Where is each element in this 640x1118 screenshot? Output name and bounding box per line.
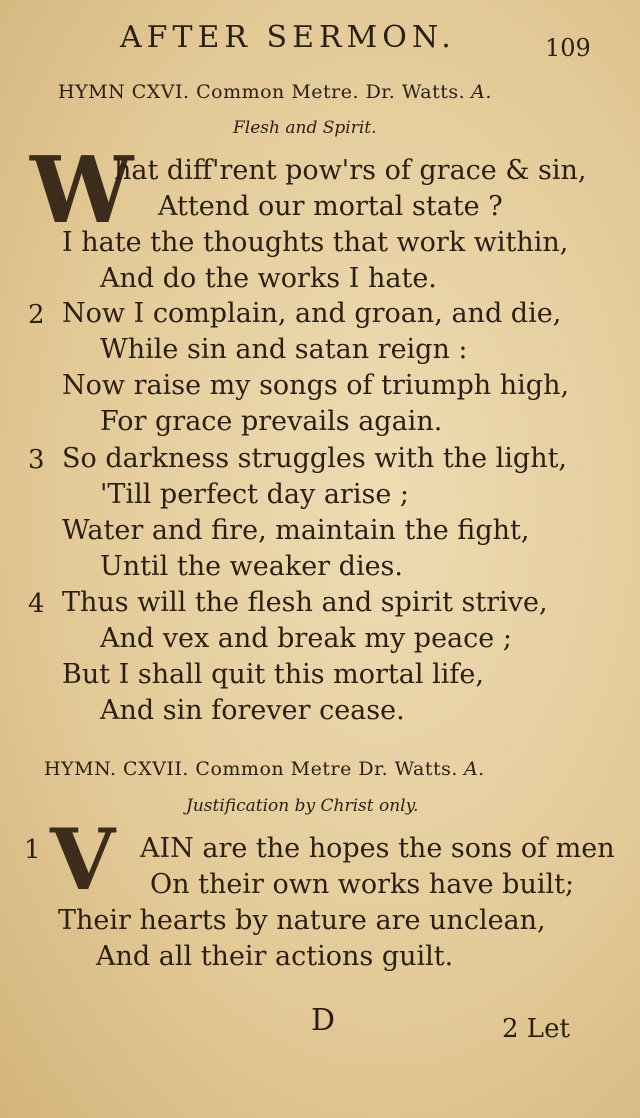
verse-line: On their own works have built; bbox=[150, 869, 575, 900]
verse-line: For grace prevails again. bbox=[100, 406, 443, 437]
verse-line: And vex and break my peace ; bbox=[100, 623, 512, 654]
signature-mark: D bbox=[311, 1003, 336, 1038]
verse-line: AIN are the hopes the sons of men bbox=[140, 833, 615, 864]
verse-line: While sin and satan reign : bbox=[100, 334, 468, 365]
verse-line: And sin forever cease. bbox=[100, 695, 405, 726]
verse-line: hat diff'rent pow'rs of grace & sin, bbox=[114, 155, 587, 186]
stanza-number: 2 bbox=[28, 300, 45, 330]
verse-line: And do the works I hate. bbox=[100, 263, 437, 294]
hymn-heading-text: HYMN CXVI. Common Metre. Dr. Watts. bbox=[58, 81, 466, 103]
hymn-heading-text: HYMN. CXVII. Common Metre Dr. Watts. bbox=[44, 758, 458, 780]
verse-line: Water and fire, maintain the fight, bbox=[62, 515, 530, 546]
verse-line: Attend our mortal state ? bbox=[158, 191, 503, 222]
stanza-number: 1 bbox=[24, 835, 41, 865]
verse-line: Thus will the flesh and spirit strive, bbox=[62, 587, 548, 618]
hymn-mark: A. bbox=[471, 81, 492, 103]
drop-cap: V bbox=[50, 810, 116, 909]
verse-line: So darkness struggles with the light, bbox=[62, 443, 568, 474]
running-head: AFTER SERMON. bbox=[120, 20, 456, 55]
verse-line: But I shall quit this mortal life, bbox=[62, 659, 484, 690]
verse-line: Until the weaker dies. bbox=[100, 551, 403, 582]
verse-line: 'Till perfect day arise ; bbox=[100, 479, 409, 510]
page-number: 109 bbox=[545, 34, 591, 62]
verse-line: And all their actions guilt. bbox=[96, 941, 454, 972]
drop-cap: W bbox=[30, 136, 134, 244]
hymn-mark: A. bbox=[463, 758, 485, 780]
verse-line: Their hearts by nature are unclean, bbox=[58, 905, 546, 936]
hymn-subtitle: Flesh and Spirit. bbox=[233, 118, 377, 138]
verse-line: Now raise my songs of triumph high, bbox=[62, 370, 570, 401]
catchword: 2 Let bbox=[502, 1014, 570, 1044]
stanza-number: 3 bbox=[28, 445, 45, 475]
verse-line: I hate the thoughts that work within, bbox=[62, 227, 569, 258]
hymn-heading bbox=[44, 758, 485, 780]
stanza-number: 4 bbox=[28, 589, 45, 619]
hymn-heading bbox=[58, 81, 492, 103]
verse-line: Now I complain, and groan, and die, bbox=[62, 298, 562, 329]
hymn-subtitle: Justification by Christ only. bbox=[186, 796, 419, 816]
